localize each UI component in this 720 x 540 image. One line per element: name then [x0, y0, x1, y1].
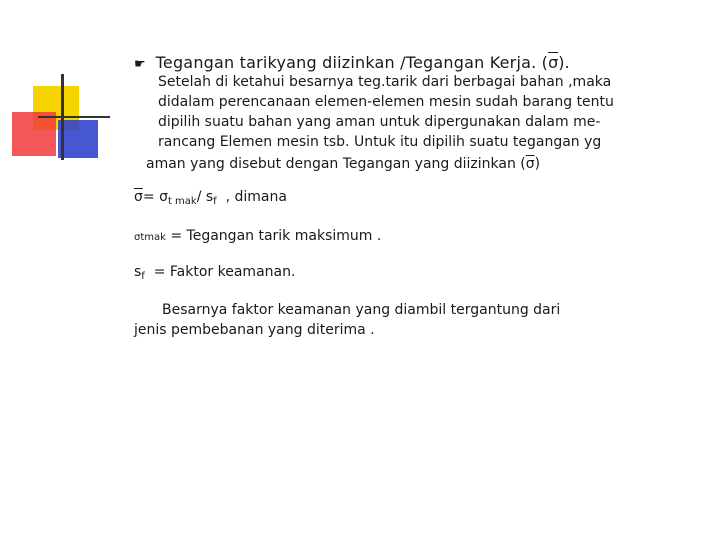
paragraph-line-4: rancang Elemen mesin tsb. Untuk itu dipilih suatu tegangan yg	[158, 134, 602, 150]
sigma-tmak-symbol: σtmak	[134, 232, 166, 243]
heading-text: Tegangan tarikyang diizinkan /Tegangan Kerja. (	[155, 53, 549, 72]
paragraph-line-2: didalam perencanaan elemen-elemen mesin sudah barang tentu	[158, 94, 614, 110]
formula-sf-sub: f	[213, 196, 217, 207]
formula-lhs-sigma: $\overline{\sigma}$	[134, 189, 143, 205]
decorative-squares	[0, 0, 120, 170]
slide-heading	[134, 54, 570, 74]
paragraph-line-3: dipilih suatu bahan yang aman untuk dipergunakan dalam me-	[158, 114, 601, 130]
note-line-2: jenis pembebanan yang diterima .	[134, 322, 375, 338]
sf-symbol-sub: f	[141, 271, 145, 282]
blue-square	[58, 120, 98, 158]
formula-divide: /	[196, 189, 202, 205]
definition-sf	[134, 263, 295, 286]
sigma-tmak-text: = Tegangan tarik maksimum .	[170, 228, 382, 244]
formula-sf: s	[205, 189, 214, 205]
paragraph-line-5-close: )	[534, 156, 541, 172]
horizontal-line	[38, 116, 110, 118]
heading-close: ).	[558, 53, 570, 72]
formula-equals: =	[142, 189, 155, 205]
paragraph-line-5-text: aman yang disebut dengan Tegangan yang diizinkan (	[146, 156, 526, 172]
formula-rhs-sub: t mak	[167, 196, 197, 207]
formula-rhs-sigma: σ	[159, 189, 168, 205]
red-square	[12, 112, 56, 156]
paragraph-line-5	[146, 155, 540, 173]
definition-sigma-tmak	[134, 227, 381, 247]
sf-text: = Faktor keamanan.	[153, 264, 296, 280]
paragraph-sigma: $\overline{\sigma}$	[525, 156, 535, 172]
note-line-1: Besarnya faktor keamanan yang diambil tergantung dari	[162, 302, 561, 318]
sf-symbol: s	[134, 264, 142, 280]
paragraph-line-1: Setelah di ketahui besarnya teg.tarik dari berbagai bahan ,maka	[158, 74, 612, 90]
pointing-hand-icon: ☛	[134, 57, 146, 72]
formula	[134, 188, 287, 211]
heading-sigma: $\overline{\sigma}$	[548, 53, 559, 72]
formula-suffix: , dimana	[225, 189, 287, 205]
